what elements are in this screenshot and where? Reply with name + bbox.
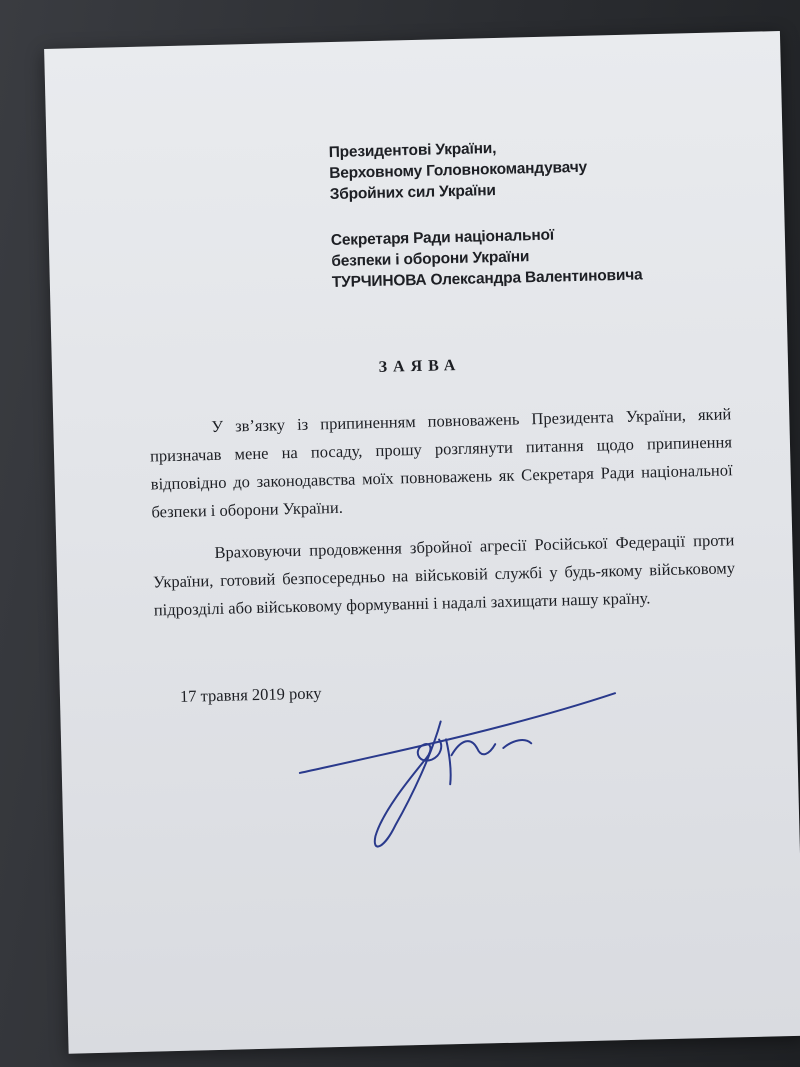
- sender-line: Секретаря Ради національної: [330, 226, 555, 250]
- signature-icon: [279, 655, 624, 863]
- document-date: 17 травня 2019 року: [179, 683, 322, 706]
- sender-line: ТУРЧИНОВА Олександра Валентиновича: [331, 266, 643, 292]
- recipient-line: Верховному Головнокомандувачу: [329, 158, 588, 183]
- statement-body: [149, 400, 736, 638]
- recipient-line: Збройних сил України: [329, 182, 496, 204]
- document-title: ЗАЯВА: [378, 356, 462, 376]
- document-page: [44, 31, 800, 1054]
- paragraph: Враховуючи продовження збройної агресії Російської Федерації проти України, готовий безпосередньо на військовій службі у будь-якому військовому підрозділі або військовому формуванні і надалі захищати нашу країну.: [152, 530, 736, 620]
- recipient-block: [328, 136, 587, 205]
- sender-line: безпеки і оборони України: [331, 248, 530, 271]
- handwritten-signature: [279, 655, 624, 868]
- recipient-line: Президентові України,: [328, 139, 497, 162]
- paragraph: У зв’язку із припиненням повноважень Президента України, який призначав мене на посаду, прошу розглянути питання щодо припинення відповідно до законодавства моїх повноважень як Секретаря Ради національної безпеки і оборони України.: [149, 404, 733, 522]
- sender-block: [331, 222, 643, 293]
